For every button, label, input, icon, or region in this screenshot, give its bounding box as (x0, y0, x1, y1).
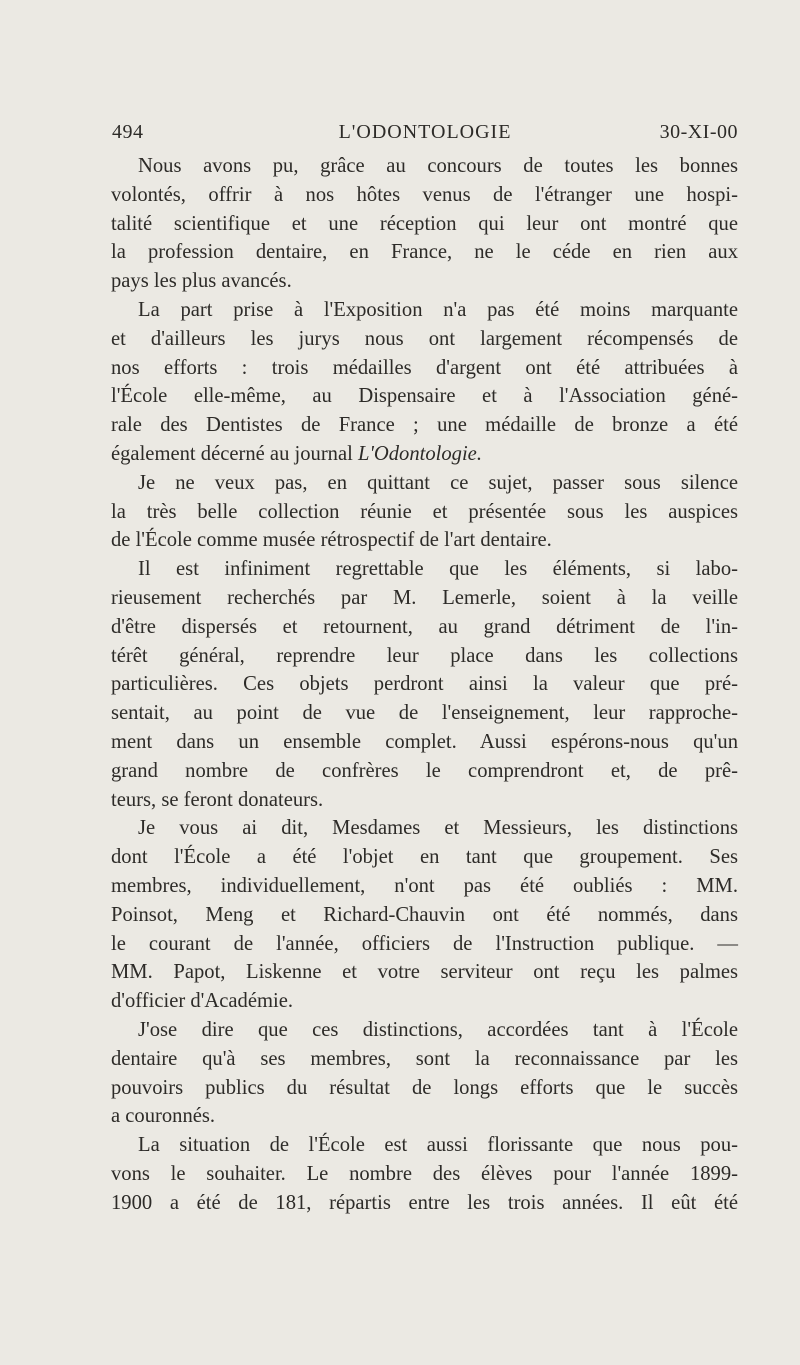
text-line: d'officier d'Académie. (111, 990, 294, 1013)
text-line: membres, individuellement, n'ont pas été oubliés : MM. (111, 874, 738, 897)
text-line: sentait, au point de vue de l'enseignement, leur rapproche- (111, 702, 738, 725)
text-line: pays les plus avancés. (111, 270, 292, 293)
text-line: particulières. Ces objets perdront ainsi la valeur que pré- (111, 673, 738, 696)
text-line: térêt général, reprendre leur place dans les collections (111, 644, 738, 667)
text-line: et d'ailleurs les jurys nous ont largement récompensés de (111, 327, 738, 350)
text-line: La part prise à l'Exposition n'a pas été moins marquante (138, 298, 738, 321)
text-line (111, 440, 738, 469)
text-line: Il est infiniment regrettable que les éléments, si labo- (138, 558, 738, 581)
text-line: la très belle collection réunie et présentée sous les auspices (111, 500, 738, 523)
text-line: dont l'École a été l'objet en tant que groupement. Ses (111, 846, 738, 869)
text-line: le courant de l'année, officiers de l'Instruction publique. — (111, 932, 738, 955)
paragraph (111, 1016, 738, 1131)
text-line: la profession dentaire, en France, ne le céde en rien aux (111, 241, 738, 264)
paragraph (111, 152, 738, 296)
paragraph (111, 469, 738, 555)
text-segment: également décerné au journal (111, 442, 358, 465)
text-line: ment dans un ensemble complet. Aussi espérons-nous qu'un (111, 730, 738, 753)
text-line: de l'École comme musée rétrospectif de l'art dentaire. (111, 529, 552, 552)
text-line: teurs, se feront donateurs. (111, 788, 324, 811)
text-line: 1900 a été de 181, répartis entre les trois années. Il eût été (111, 1191, 738, 1214)
text-line: talité scientifique et une réception qui leur ont montré que (111, 212, 738, 235)
text-line: Je ne veux pas, en quittant ce sujet, passer sous silence (138, 471, 738, 494)
text-line: volontés, offrir à nos hôtes venus de l'étranger une hospi- (111, 183, 738, 206)
body-text (111, 152, 738, 1217)
running-header (112, 119, 738, 145)
text-line: grand nombre de confrères le comprendront et, de prê- (111, 759, 738, 782)
text-line: nos efforts : trois médailles d'argent ont été attribuées à (111, 356, 738, 379)
text-line: Nous avons pu, grâce au concours de toutes les bonnes (138, 155, 738, 177)
text-line: Poinsot, Meng et Richard-Chauvin ont été nommés, dans (111, 903, 738, 926)
text-line: MM. Papot, Liskenne et votre serviteur ont reçu les palmes (111, 961, 738, 984)
text-line: dentaire qu'à ses membres, sont la reconnaissance par les (111, 1047, 738, 1070)
paragraph (111, 1131, 738, 1217)
text-line: rale des Dentistes de France ; une médaille de bronze a été (111, 414, 738, 437)
text-line: Je vous ai dit, Mesdames et Messieurs, les distinctions (138, 817, 738, 840)
paragraph (111, 814, 738, 1016)
text-line: l'École elle-même, au Dispensaire et à l'Association géné- (111, 385, 738, 408)
paragraph (111, 296, 738, 469)
page-number: 494 (112, 121, 144, 143)
text-line: vons le souhaiter. Le nombre des élèves pour l'année 1899- (111, 1162, 738, 1185)
journal-title: L'ODONTOLOGIE (338, 121, 512, 143)
text-line: La situation de l'École est aussi florissante que nous pou- (138, 1134, 738, 1157)
text-line: J'ose dire que ces distinctions, accordées tant à l'École (138, 1018, 738, 1041)
journal-name-italic: L'Odontologie. (358, 442, 482, 465)
text-line: rieusement recherchés par M. Lemerle, soient à la veille (111, 586, 738, 609)
text-line: pouvoirs publics du résultat de longs efforts que le succès (111, 1076, 738, 1099)
text-line: a couronnés. (111, 1105, 216, 1128)
text-line: d'être dispersés et retournent, au grand détriment de l'in- (111, 615, 738, 638)
issue-date: 30-XI-00 (659, 121, 738, 143)
paragraph (111, 555, 738, 814)
